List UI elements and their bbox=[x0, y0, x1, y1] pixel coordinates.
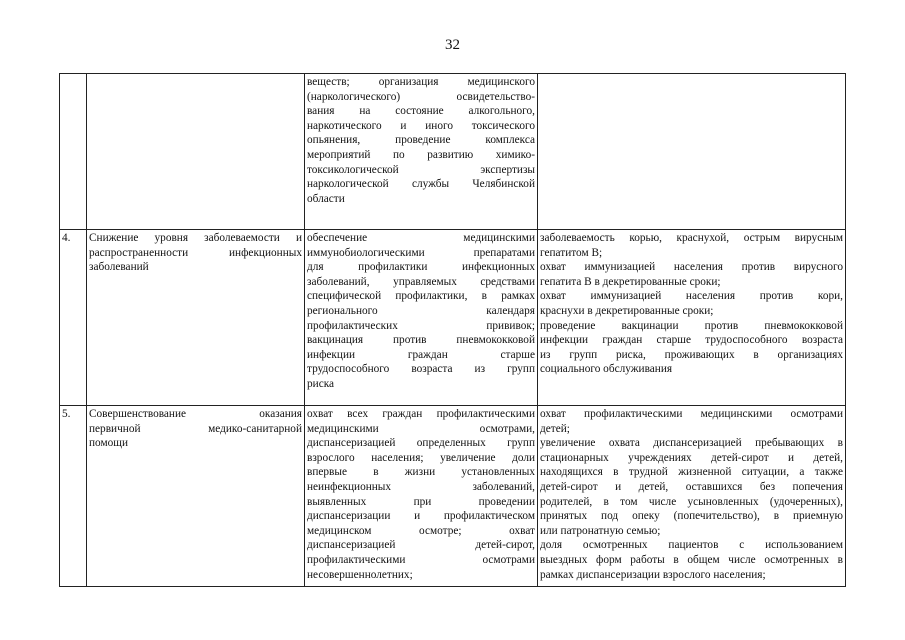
text-line: стационарных учреждениях детей-сирот и детей, bbox=[540, 451, 843, 464]
text-line: профилактическими осмотрами bbox=[307, 553, 535, 566]
text-line: рамках диспансеризации взрослого населения; bbox=[540, 568, 766, 581]
table-row bbox=[60, 406, 846, 587]
text-line: риска bbox=[307, 377, 335, 390]
task-name-cell bbox=[87, 406, 305, 587]
text-line: неинфекционных заболеваний, bbox=[307, 480, 535, 493]
indicators-cell bbox=[538, 406, 846, 587]
text-line: диспансеризацией детей-сирот, bbox=[307, 539, 535, 552]
text-line: мероприятий по развитию химико- bbox=[307, 148, 535, 161]
text-line: наркологической службы Челябинской bbox=[307, 178, 535, 191]
text-line: выездных форм работы в общем числе осмотренных в bbox=[540, 553, 843, 566]
text-line: заболеваемость корью, краснухой, острым вирусным bbox=[540, 232, 843, 244]
text-line: веществ; организация медицинского bbox=[307, 76, 535, 88]
text-line: области bbox=[307, 192, 345, 205]
text-line: распространенности инфекционных bbox=[89, 246, 302, 259]
actions-cell bbox=[305, 230, 538, 406]
text-line: (наркологического) освидетельство- bbox=[307, 90, 535, 103]
text-line: охват всех граждан профилактическими bbox=[307, 408, 535, 420]
text-line: из групп риска, проживающих в организациях bbox=[540, 348, 843, 361]
program-table bbox=[59, 73, 846, 587]
text-line: Снижение уровня заболеваемости и bbox=[89, 232, 302, 244]
text-line: находящихся в трудной жизненной ситуации, а также bbox=[540, 466, 843, 479]
text-line: или патронатную семью; bbox=[540, 524, 661, 537]
text-line: социального обслуживания bbox=[540, 363, 673, 376]
text-line: заболеваний, управляемых средствами bbox=[307, 275, 535, 288]
row-number bbox=[60, 74, 87, 230]
text-line: принятых под опеку (попечительство), в приемную bbox=[540, 510, 843, 523]
text-line: выявленных при проведении bbox=[307, 495, 535, 508]
text-line: охват иммунизацией населения против вирусного bbox=[540, 261, 843, 274]
text-line: детей; bbox=[540, 422, 570, 435]
indicators-cell bbox=[538, 230, 846, 406]
row-number: 4. bbox=[60, 230, 87, 406]
text-line: охват профилактическими медицинскими осмотрами bbox=[540, 408, 843, 420]
text-line: родителей, в том числе усыновленных (удочеренных), bbox=[540, 495, 843, 508]
text-line: иммунобиологическими препаратами bbox=[307, 246, 535, 259]
text-line: инфекции граждан старше трудоспособного возраста bbox=[540, 334, 843, 347]
text-line: специфической профилактики, в рамках bbox=[307, 290, 535, 303]
text-line: первичной медико-санитарной bbox=[89, 422, 302, 435]
indicators-cell bbox=[538, 74, 846, 230]
text-line: гепатита В в декретированные сроки; bbox=[540, 275, 721, 288]
text-line: детей-сирот и детей, оставшихся без попечения bbox=[540, 480, 843, 493]
table-row bbox=[60, 74, 846, 230]
text-line: профилактических прививок; bbox=[307, 319, 535, 332]
page-number: 32 bbox=[445, 37, 460, 53]
text-line: проведение вакцинации против пневмококковой bbox=[540, 319, 843, 332]
text-line: трудоспособного возраста из групп bbox=[307, 363, 535, 376]
text-line: опьянения, проведение комплекса bbox=[307, 134, 535, 147]
text-line: помощи bbox=[89, 437, 129, 450]
text-line: краснухи в декретированные сроки; bbox=[540, 304, 714, 317]
task-name-cell bbox=[87, 230, 305, 406]
text-line: медицинскими осмотрами, bbox=[307, 422, 535, 435]
text-line: для профилактики инфекционных bbox=[307, 261, 535, 274]
text-line: вакцинация против пневмококковой bbox=[307, 334, 535, 347]
actions-cell bbox=[305, 406, 538, 587]
row-number: 5. bbox=[60, 406, 87, 587]
text-line: взрослого населения; увеличение доли bbox=[307, 451, 535, 464]
text-line: заболеваний bbox=[89, 261, 149, 274]
text-line: токсикологической экспертизы bbox=[307, 163, 535, 176]
text-line: доля осмотренных пациентов с использованием bbox=[540, 539, 843, 552]
text-line: вания на состояние алкогольного, bbox=[307, 105, 535, 118]
table-row bbox=[60, 230, 846, 406]
actions-cell bbox=[305, 74, 538, 230]
text-line: Совершенствование оказания bbox=[89, 408, 302, 420]
task-name-cell bbox=[87, 74, 305, 230]
text-line: обеспечение медицинскими bbox=[307, 232, 535, 244]
text-line: гепатитом В; bbox=[540, 246, 603, 259]
text-line: диспансеризации и профилактическом bbox=[307, 510, 535, 523]
text-line: несовершеннолетних; bbox=[307, 568, 413, 581]
text-line: медицинском осмотре; охват bbox=[307, 524, 535, 537]
text-line: диспансеризацией определенных групп bbox=[307, 437, 535, 450]
text-line: регионального календаря bbox=[307, 304, 535, 317]
text-line: впервые в жизни установленных bbox=[307, 466, 535, 479]
text-line: охват иммунизацией населения против кори, bbox=[540, 290, 843, 303]
text-line: инфекции граждан старше bbox=[307, 348, 535, 361]
text-line: наркотического и иного токсического bbox=[307, 119, 535, 132]
text-line: увеличение охвата диспансеризацией пребывающих в bbox=[540, 437, 843, 450]
